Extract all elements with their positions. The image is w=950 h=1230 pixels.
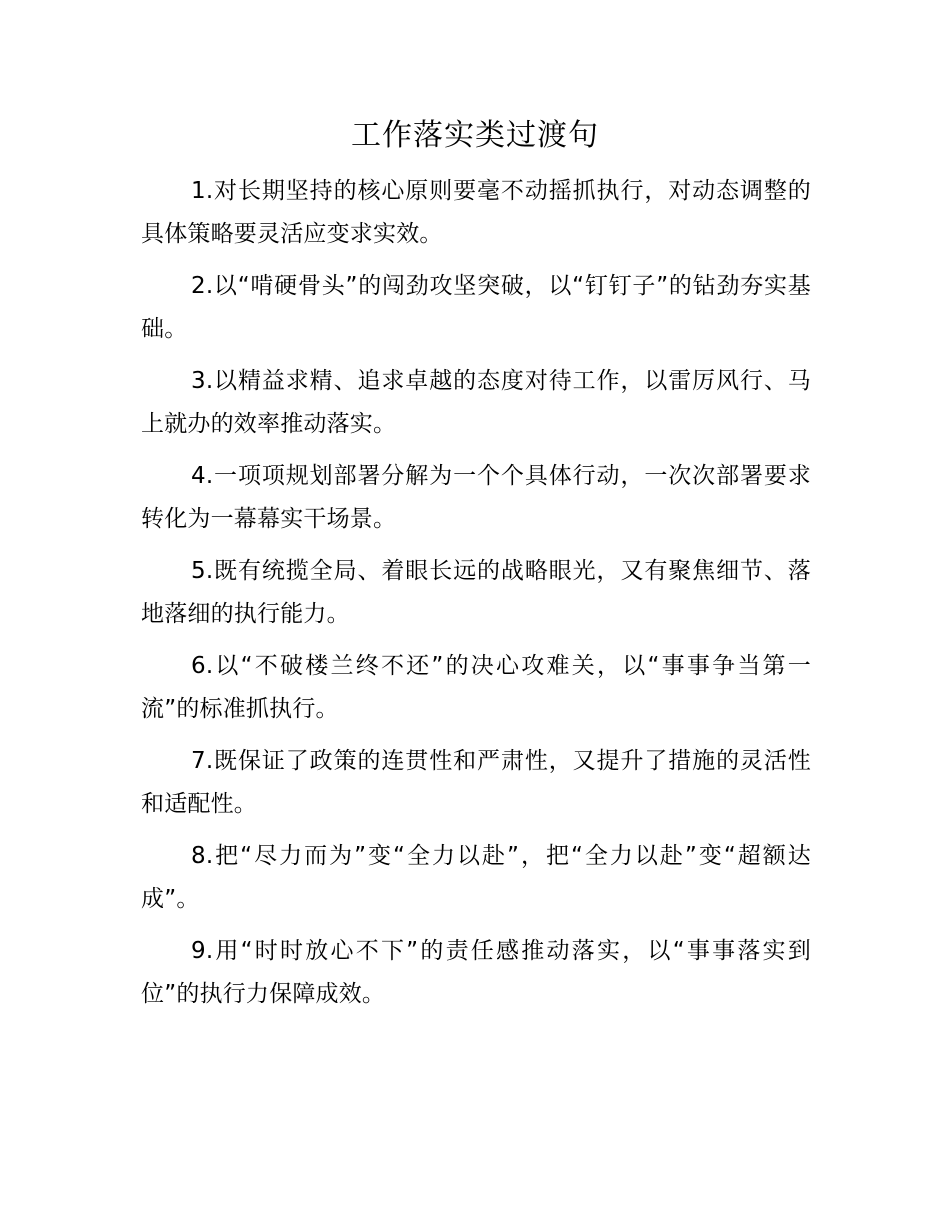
paragraph-9: 9.用“时时放心不下”的责任感推动落实，以“事事落实到位”的执行力保障成效。: [141, 938, 811, 1007]
document-title: 工作落实类过渡句: [351, 118, 599, 153]
paragraph-1: 1.对长期坚持的核心原则要毫不动摇抓执行，对动态调整的具体策略要灵活应变求实效。: [141, 178, 811, 247]
paragraph-3: 3.以精益求精、追求卓越的态度对待工作，以雷厉风行、马上就办的效率推动落实。: [141, 368, 811, 437]
paragraph-2: 2.以“啃硬骨头”的闯劲攻坚突破，以“钉钉子”的钻劲夯实基础。: [141, 273, 811, 342]
paragraph-5: 5.既有统揽全局、着眼长远的战略眼光，又有聚焦细节、落地落细的执行能力。: [141, 558, 811, 627]
paragraph-8: 8.把“尽力而为”变“全力以赴”，把“全力以赴”变“超额达成”。: [141, 843, 811, 912]
document-body: [141, 170, 811, 1025]
paragraph-6: 6.以“不破楼兰终不还”的决心攻难关，以“事事争当第一流”的标准抓执行。: [141, 653, 811, 722]
paragraph-7: 7.既保证了政策的连贯性和严肃性，又提升了措施的灵活性和适配性。: [141, 748, 811, 817]
paragraph-4: 4.一项项规划部署分解为一个个具体行动，一次次部署要求转化为一幕幕实干场景。: [141, 463, 811, 532]
